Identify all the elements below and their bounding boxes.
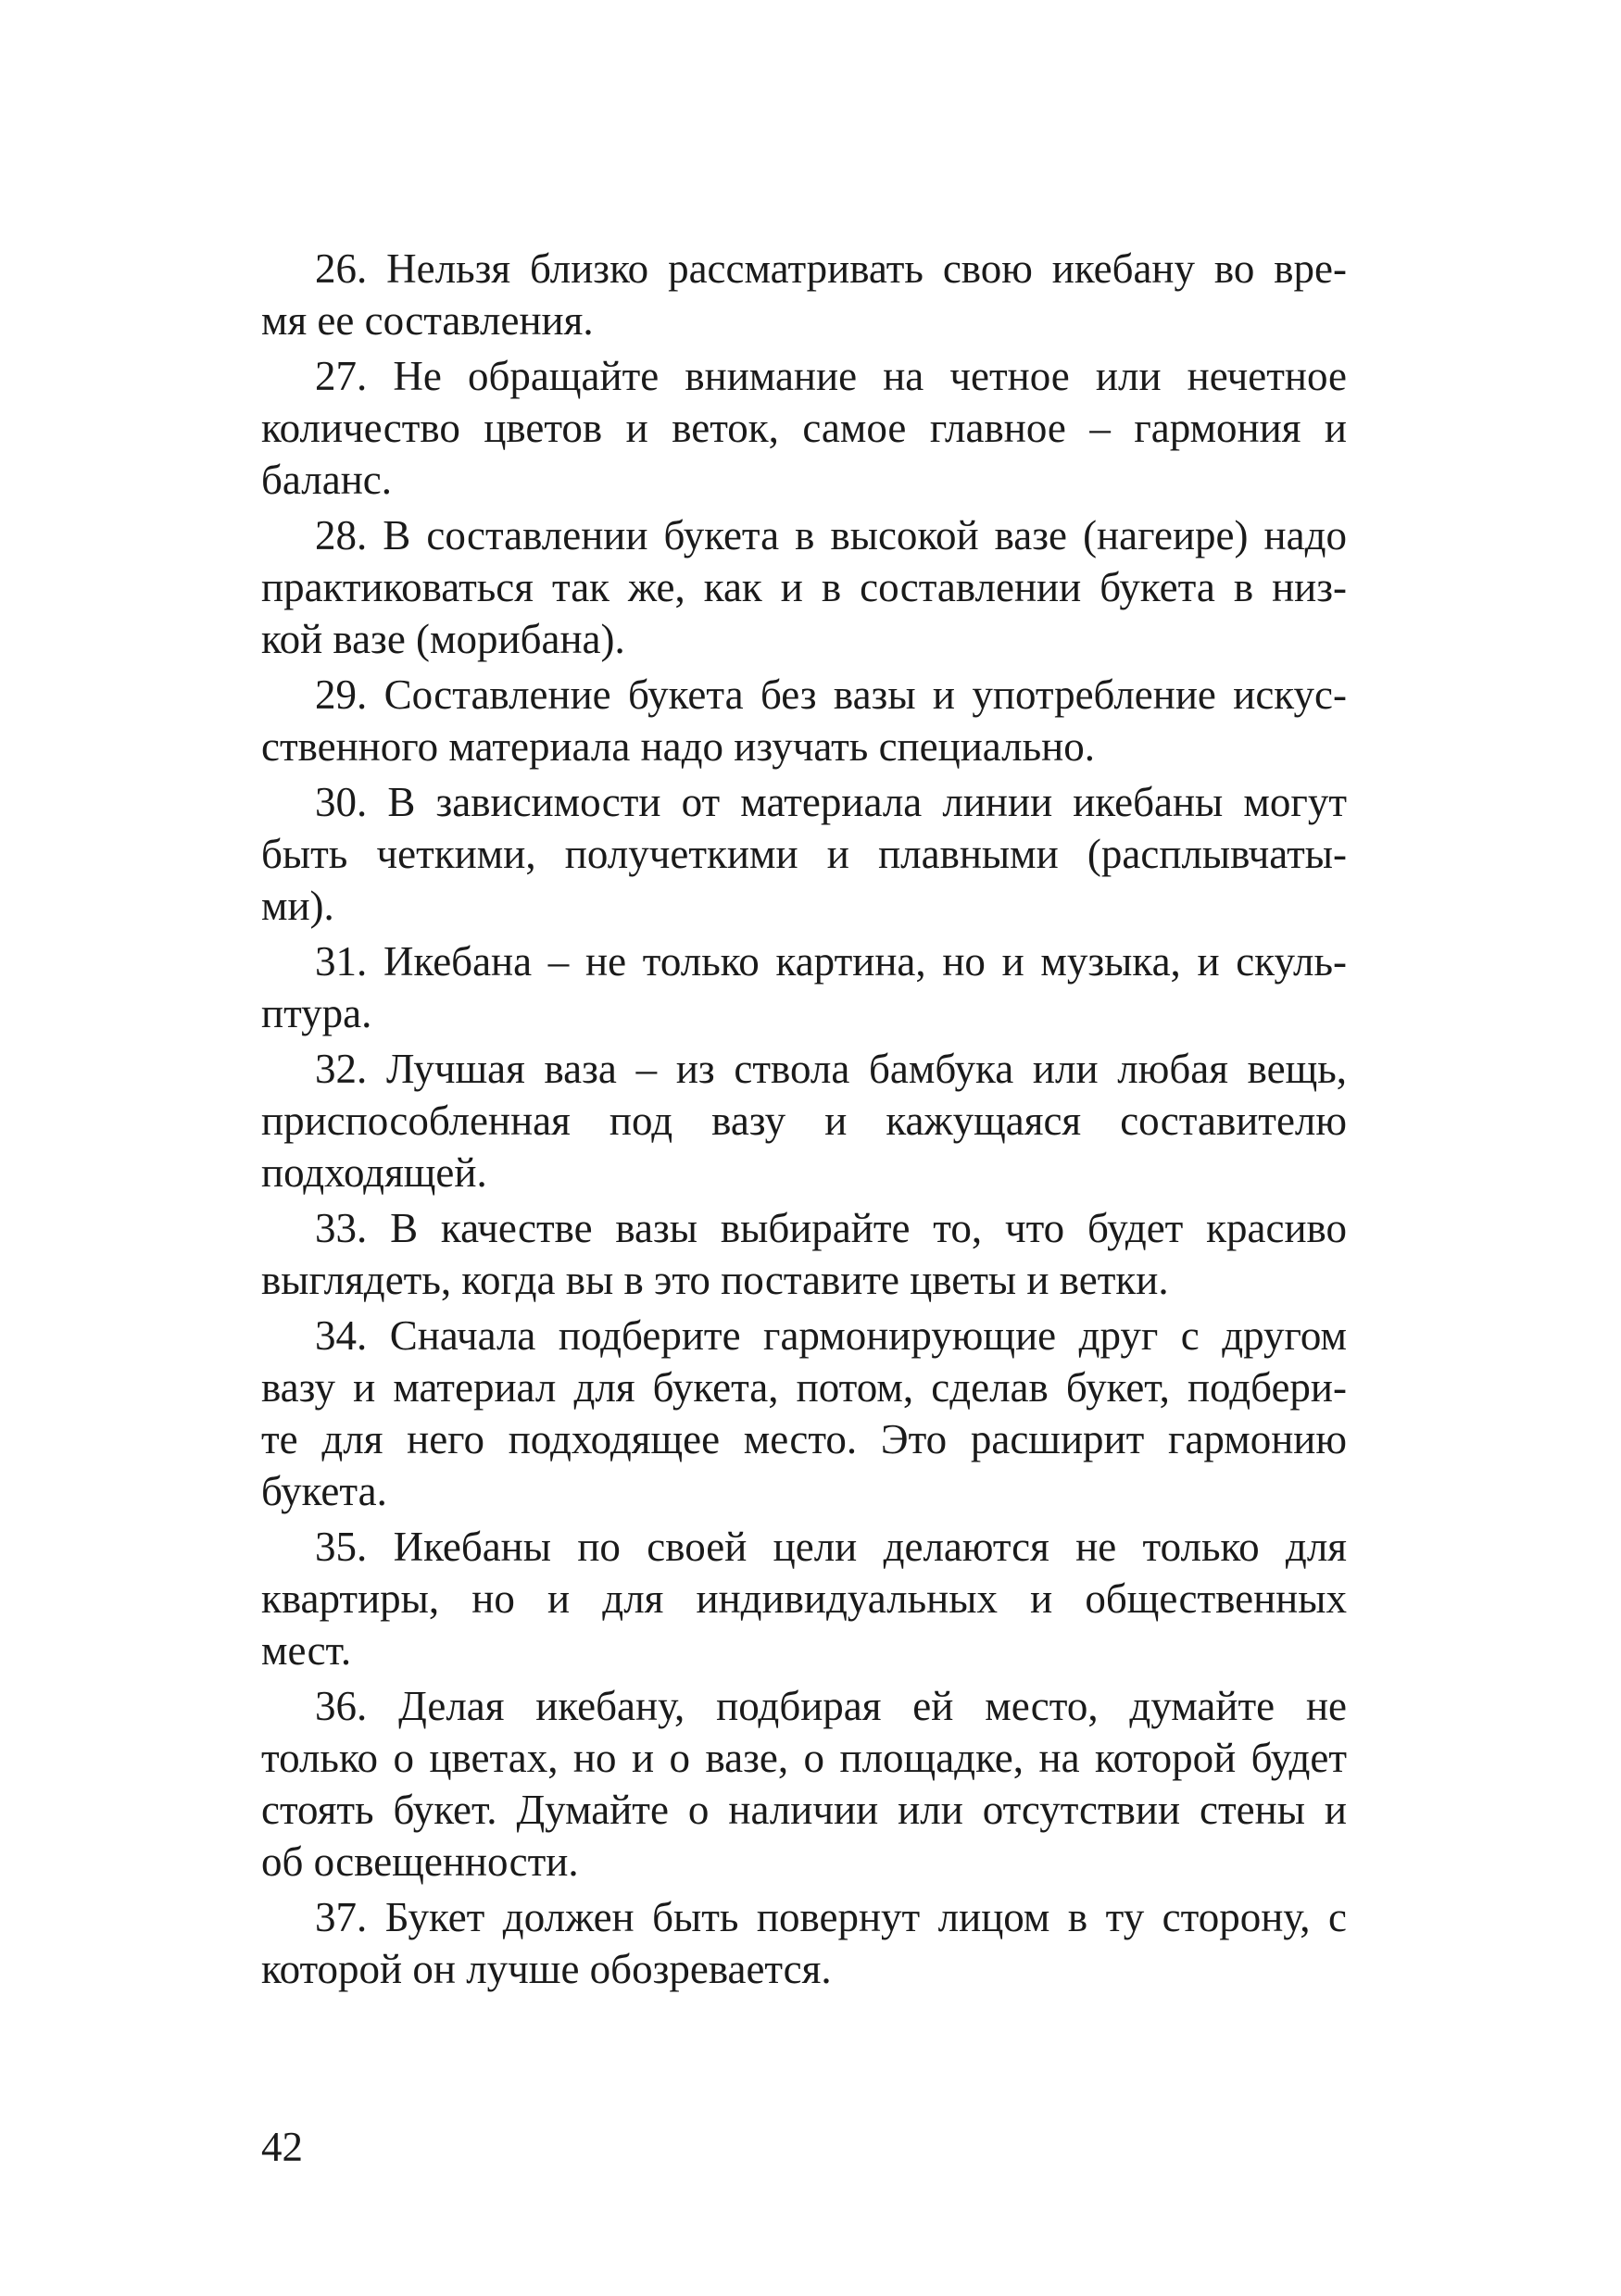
list-item — [261, 1310, 1347, 1517]
paragraph-line: 29. Составление букета без вазы и употребление искус- — [315, 671, 1347, 718]
paragraph-line: 28. В составлении букета в высокой вазе (нагеире) надо — [315, 512, 1347, 558]
list-item — [261, 1680, 1347, 1888]
page-number: 42 — [261, 2124, 303, 2170]
paragraph-line: те для него подходящее место. Это расширит гармонию — [261, 1416, 1347, 1462]
list-item — [261, 1891, 1347, 1995]
list-item — [261, 1521, 1347, 1676]
paragraph-line: баланс. — [261, 457, 392, 503]
paragraph-line: об освещенности. — [261, 1838, 579, 1885]
list-item — [261, 1043, 1347, 1198]
list-item — [261, 350, 1347, 506]
paragraph-line: стоять букет. Думайте о наличии или отсутствии стены и — [261, 1787, 1347, 1833]
paragraph-line: вазу и материал для букета, потом, сделав букет, подбери- — [261, 1364, 1347, 1411]
paragraph-line: 26. Нельзя близко рассматривать свою икебану во вре- — [315, 245, 1347, 292]
paragraph-line: букета. — [261, 1468, 387, 1514]
paragraph-line: 32. Лучшая ваза – из ствола бамбука или любая вещь, — [315, 1046, 1347, 1092]
paragraph-line: кой вазе (морибана). — [261, 616, 625, 662]
list-item — [261, 509, 1347, 665]
paragraph-line: 36. Делая икебану, подбирая ей место, думайте не — [315, 1683, 1347, 1729]
list-item — [261, 935, 1347, 1039]
paragraph-line: 30. В зависимости от материала линии икебаны могут — [315, 779, 1347, 825]
paragraph-line: 35. Икебаны по своей цели делаются не только для — [315, 1524, 1347, 1570]
paragraph-line: 27. Не обращайте внимание на четное или нечетное — [315, 353, 1347, 399]
paragraph-line: ми). — [261, 883, 334, 929]
paragraph-line: ственного материала надо изучать специально. — [261, 723, 1095, 770]
list-item — [261, 669, 1347, 772]
paragraph-line: только о цветах, но и о вазе, о площадке, на которой будет — [261, 1735, 1347, 1781]
paragraph-line: 31. Икебана – не только картина, но и музыка, и скуль- — [315, 938, 1347, 985]
list-item — [261, 1202, 1347, 1306]
paragraph-line: быть четкими, получеткими и плавными (расплывчаты- — [261, 831, 1347, 877]
paragraph-line: птура. — [261, 990, 372, 1036]
list-item — [261, 776, 1347, 932]
list-item — [261, 243, 1347, 346]
paragraph-line: практиковаться так же, как и в составлении букета в низ- — [261, 564, 1347, 610]
text-block — [261, 243, 1347, 1999]
paragraph-line: приспособленная под вазу и кажущаяся составителю — [261, 1098, 1347, 1144]
paragraph-line: мест. — [261, 1627, 352, 1674]
paragraph-line: 34. Сначала подберите гармонирующие друг с другом — [315, 1312, 1347, 1359]
paragraph-line: квартиры, но и для индивидуальных и общественных — [261, 1575, 1347, 1622]
paragraph-line: выглядеть, когда вы в это поставите цветы и ветки. — [261, 1257, 1169, 1303]
paragraph-line: количество цветов и веток, самое главное – гармония и — [261, 405, 1347, 451]
paragraph-line: 37. Букет должен быть повернут лицом в ту сторону, с — [315, 1894, 1347, 1940]
paragraph-line: 33. В качестве вазы выбирайте то, что будет красиво — [315, 1205, 1347, 1251]
paragraph-line: мя ее составления. — [261, 297, 594, 344]
paragraph-line: которой он лучше обозревается. — [261, 1946, 832, 1992]
paragraph-line: подходящей. — [261, 1149, 487, 1196]
